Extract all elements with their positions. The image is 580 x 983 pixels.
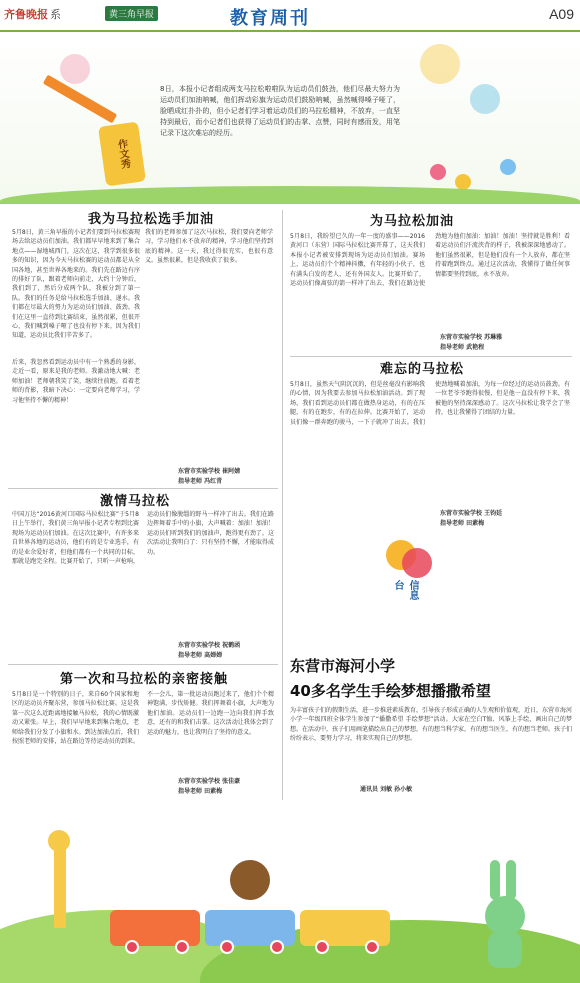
feature-kicker: 东营市海河小学 [290,657,396,675]
byline-school: 东营市实验学校 苏琳雅 [440,334,503,341]
monkey-illustration [230,860,270,900]
train-car [205,910,295,946]
feature-headline: 40多名学生手绘梦想播撒希望 [290,682,491,700]
section-divider [290,356,572,357]
article-body: 5月8日，黄三角早报的小记者们要到马拉松赛现场去给运动员们加油。我们都早早地来到了集合地点——湿地城西门，这次在这，我学到很多很多的知识，因为今天马拉松赛的运动员都是从全国各地，甚至世界各地来的。我们先在路边有序的排好了队，跟着老师向前走，大约十分钟后，我们到了，然后分成两个队，我被分到了第一队。我们的任务是给马拉松选手加油、递水。我们都在尽最大的努力为运动员们加油、鼓劲。我们在这里一直待到比赛结束，虽然很累，但很开心，我们喊到嗓子哑了也没有停下来。因为我们知道，运动员比我们辛苦多了。 [12,229,140,340]
train-wheel [220,940,234,954]
train-car [300,910,390,946]
train-wheel [175,940,189,954]
intro-text: 8日，本报小记者组成两支马拉松啦啦队为运动员们鼓劲，他们尽最大努力为运动员们加油呐喊，他们挥动彩旗为运动员们鼓励呐喊，虽然喊得嗓子哑了，脸晒成红扑扑的，但小记者们学习着运动员们的马拉松精神，不放弃，一直坚持到最后，而小记者们也获得了运动员们的击掌、点赞，同时有感而发，用笔记录下这次难忘的经历。 [160,85,400,137]
byline-school: 东营市实验学校 张佳豪 [178,778,241,785]
newspaper-logo [4,6,61,22]
zuowen-badge: 作文秀 [98,122,146,187]
feature-body: 为丰富孩子们的假期生活，进一步推进素质教育，引导孩子形成正确的人生观和价值观，近日，东营市海河小学一年级四班全体学生参加了“播撒希望 手绘梦想”活动。大家在空白T恤、风筝上手绘，画出自己的梦想。在活动中，孩子们用画笔描绘出自己的梦想，有的想当科学家，有的想当医生，有的想当老师。孩子们纷纷表示，要努力学习，将来实现自己的梦想。 [290,707,572,743]
article-body: 5月8日是一个特别的日子，来自60个国家和地区的运动员齐聚东营，参加马拉松比赛。这是我第一次这么近距离地接触马拉松，我的心情既激动又紧张。早上，我们早早地来到集合地点，老师给我们分发了小旗和水。到达加油点后，我们按照老师的安排，站在路边等待运动员的到来。不一会儿，第一批运动员跑过来了，他们个个精神饱满，步伐矫健。我们挥舞着小旗，大声地为他们加油。运动员们一边跑一边向我们挥手致意，还有的和我们击掌。这次活动让我体会到了运动的魅力，也让我明白了坚持的意义。 [12,691,274,746]
flower-icon [500,159,516,175]
bubble-decoration [60,54,90,84]
byline-school: 东营市实验学校 祝鹤函 [178,642,241,649]
column-divider [282,210,283,800]
byline-teacher: 指导老师 田素梅 [440,520,485,527]
masthead-rule [0,30,580,32]
page-number: A09 [549,6,574,22]
byline-teacher: 指导老师 田素梅 [178,788,223,795]
bubble-decoration [420,44,460,84]
banner [0,34,580,204]
masthead [0,0,580,30]
headline: 激情马拉松 [100,494,171,509]
section-divider [8,488,278,489]
info-board-label: 信息台 [392,580,418,600]
byline-teacher: 指导老师 武艳程 [440,344,485,351]
train-wheel [315,940,329,954]
train-wheel [365,940,379,954]
bubble-decoration [470,84,500,114]
byline-school: 东营市实验学校 崔阿婧 [178,468,241,475]
train-wheel [270,940,284,954]
feature-byline: 通讯员 刘敏 孙小敏 [360,786,413,793]
headline: 我为马拉松选手加油 [88,212,215,227]
grass-decoration [0,186,580,204]
article-body: 5月8日，虽然天气阴沉沉的，但是丝毫没有影响我的心情，因为我要去参加马拉松加油活动。到了现场，我们看到运动员们都在做热身运动，有的在压腿，有的在跑步，有的在拉伸。比赛开始了，运动员们像一群奔跑的骏马，一下子就冲了出去。我们使劲地喊着加油，为每一位经过的运动员鼓劲。有一位老爷爷跑得很慢，但是他一直没有停下来，我被他的坚持深深感动了。这次马拉松让我学会了坚持，也让我懂得了团结的力量。 [290,381,570,426]
article-body: 后来，我忽然看到运动员中有一个熟悉的身影，走近一看，原来是我的老师。我激动地大喊：老师加油！老师朝我笑了笑，继续往前跑。看着老师的背影，我暗下决心：一定要向老师学习，学习他坚持不懈的精神！ [12,359,140,404]
balloon-decoration [402,548,432,578]
headline: 为马拉松加油 [370,214,455,229]
bottom-illustration [0,800,580,983]
byline-school: 东营市实验学校 王钧廷 [440,510,503,517]
rabbit-illustration [480,860,530,970]
flower-icon [455,174,471,190]
article-body: 我们的老师参加了这次马拉松，我们要向老师学习，学习他们永不放弃的精神，学习他们坚持到底的精神。这一天，我过得很充实，也很有意义。虽然很累，但是我收获了很多。 [145,229,273,265]
train-car [110,910,200,946]
byline-teacher: 指导老师 高婵婵 [178,652,223,659]
headline: 第一次和马拉松的亲密接触 [60,672,229,687]
edition-tag: 黄三角早报 [105,6,158,21]
article-body: 中国万达“2016黄河口国际马拉松比赛”于5月8日上午举行，我们黄三角早报小记者专程到比赛现场为运动员们加油。在这次比赛中，有许多来自世界各地的运动员，他们有的是专业选手，有的是业余爱好者，但他们都有一个共同的目标，那就是跑完全程。比赛开始了，只听一声枪响，运动员们像脱缰的野马一样冲了出去。我们在路边挥舞着手中的小旗，大声喊着：加油！加油！运动员们听到我们的加油声，跑得更有劲了。这次活动让我明白了：只有坚持不懈，才能取得成功。 [12,511,274,566]
train-wheel [125,940,139,954]
byline-teacher: 指导老师 冯红青 [178,478,223,485]
section-divider [8,664,278,665]
giraffe-illustration [30,830,90,950]
logo-text: 齐鲁晚报 [4,8,48,21]
headline: 难忘的马拉松 [380,362,465,377]
flower-icon [430,164,446,180]
article-body: 5月8日，我盼望已久的一年一度的盛事——2016黄河口（东营）国际马拉松比赛开幕了，这天我们本报小记者被安排到现场为运动员们加油。赛场上，运动员们个个精神抖擞，有年轻的小伙子，也有满头白发的老人，还有外国友人。比赛开始了，运动员们像离弦的箭一样冲了出去，我们在路边使劲地为他们加油：加油！加油！坚持就是胜利！看着运动员们汗流浃背的样子，我被深深地感动了。他们虽然很累，但是他们没有一个人放弃，都在坚持着跑到终点。通过这次活动，我懂得了做任何事情都要坚持到底，永不放弃。 [290,233,570,288]
section-title: 教育周刊 [230,8,310,29]
logo-series: 系 [50,8,61,21]
info-board-illustration [386,540,426,600]
